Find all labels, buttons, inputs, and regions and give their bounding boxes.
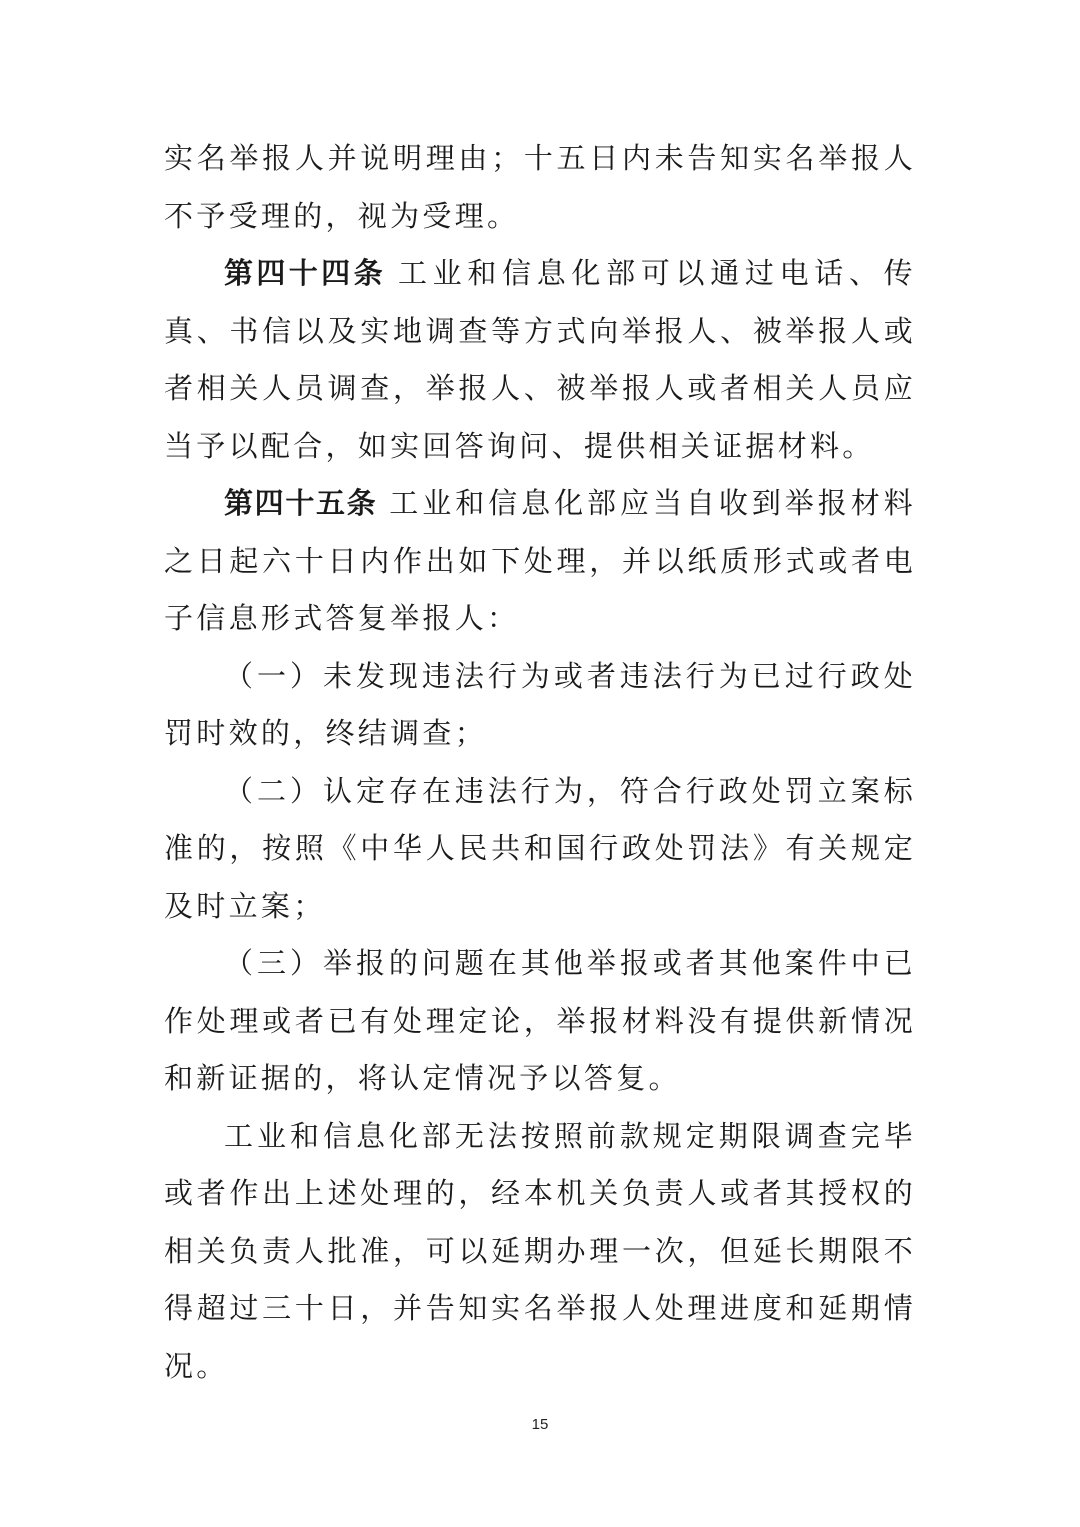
article-heading: 第四十四条 bbox=[224, 256, 386, 290]
list-item-2 bbox=[164, 763, 916, 936]
list-item-1 bbox=[164, 648, 916, 763]
article-45-paragraph bbox=[164, 475, 916, 648]
page-number: 15 bbox=[531, 1416, 549, 1433]
article-44-paragraph bbox=[164, 245, 916, 475]
paragraph-text: （三）举报的问题在其他举报或者其他案件中已作处理或者已有处理定论，举报材料没有提供新情况和新证据的，将认定情况予以答复。 bbox=[164, 946, 916, 1095]
paragraph-continuation bbox=[164, 130, 916, 245]
paragraph-text: （一）未发现违法行为或者违法行为已过行政处罚时效的，终结调查； bbox=[164, 658, 916, 750]
paragraph-text: 工业和信息化部无法按照前款规定期限调查完毕或者作出上述处理的，经本机关负责人或者其授权的相关负责人批准，可以延期办理一次，但延长期限不得超过三十日，并告知实名举报人处理进度和延期情况。 bbox=[164, 1118, 916, 1383]
paragraph-text: （二）认定存在违法行为，符合行政处罚立案标准的，按照《中华人民共和国行政处罚法》有关规定及时立案； bbox=[164, 773, 916, 923]
paragraph-text: 工业和信息化部应当自收到举报材料之日起六十日内作出如下处理，并以纸质形式或者电子信息形式答复举报人： bbox=[164, 486, 916, 635]
extension-paragraph bbox=[164, 1108, 916, 1396]
list-item-3 bbox=[164, 935, 916, 1108]
paragraph-text: 工业和信息化部可以通过电话、传真、书信以及实地调查等方式向举报人、被举报人或者相关人员调查，举报人、被举报人或者相关人员应当予以配合，如实回答询问、提供相关证据材料。 bbox=[164, 256, 916, 463]
document-body bbox=[164, 130, 916, 1395]
article-heading: 第四十五条 bbox=[224, 486, 378, 520]
paragraph-text: 实名举报人并说明理由；十五日内未告知实名举报人不予受理的，视为受理。 bbox=[164, 141, 916, 233]
